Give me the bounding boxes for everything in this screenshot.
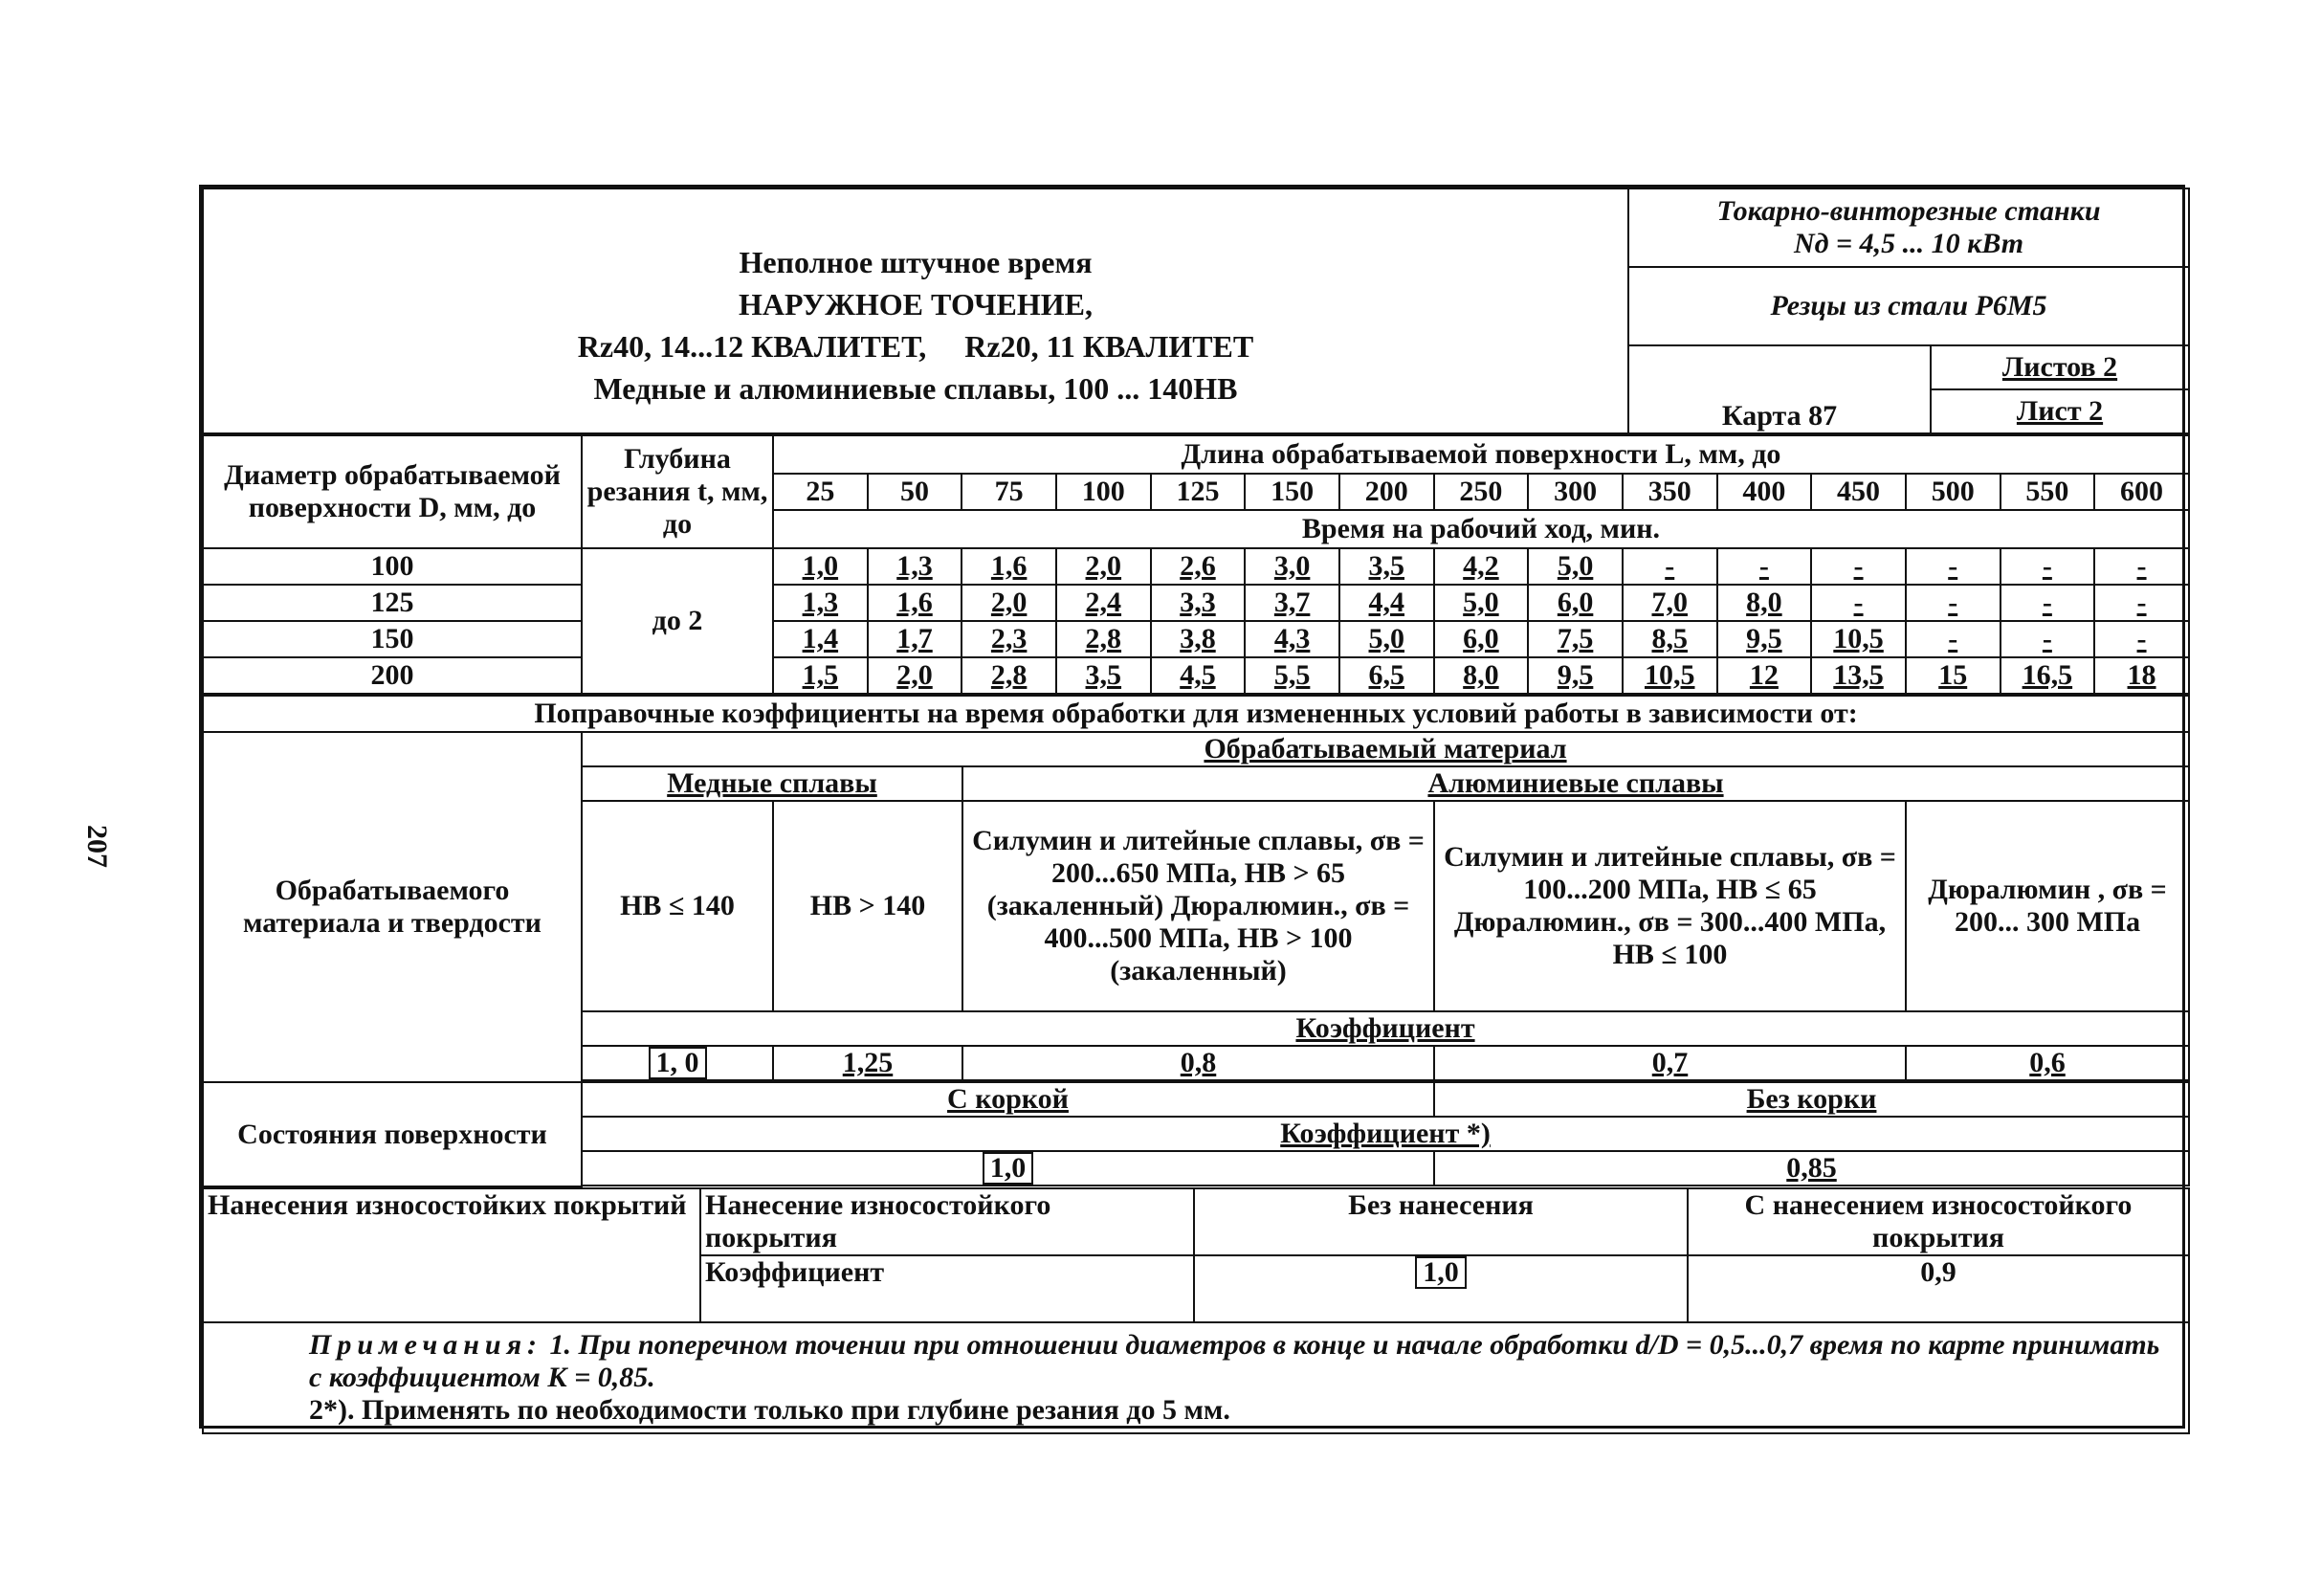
time-cell: 15: [1906, 657, 2001, 694]
title-line2: НАРУЖНОЕ ТОЧЕНИЕ,: [739, 287, 1093, 321]
card-number: Карта 87: [1628, 345, 1931, 433]
time-cell: -: [1906, 585, 2001, 621]
aluminum-header: Алюминиевые сплавы: [962, 766, 2189, 801]
material-duralumin: Дюралюмин , σв = 200... 300 МПа: [1906, 801, 2189, 1011]
diameter-header: Диаметр обрабатываемой поверхности D, мм, до: [203, 435, 582, 548]
note-1-text: 1. При поперечном точении при отношении диаметров в конце и начале обработки d/D = 0,5...0,7 время по карте принимать с коэффициентом К = 0,85.: [309, 1329, 2160, 1393]
coating-header: Нанесение износостойкого покрытия: [700, 1188, 1194, 1255]
length-col-9: 350: [1623, 474, 1717, 510]
table-row: [203, 621, 2189, 657]
time-cell: -: [2001, 548, 2095, 585]
material-silumin-hardened: Силумин и литейные сплавы, σв = 200...650 МПа, НВ > 65 (закаленный) Дюралюмин., σв = 400...500 МПа, НВ > 100 (закаленный): [962, 801, 1434, 1011]
time-cell: 1,7: [868, 621, 962, 657]
notes-label: Примечания:: [309, 1329, 543, 1361]
time-cell: 1,0: [773, 548, 868, 585]
time-cell: 4,4: [1339, 585, 1434, 621]
time-cell: 4,2: [1434, 548, 1529, 585]
time-cell: 8,5: [1623, 621, 1717, 657]
material-label: Обрабатываемого материала и твердости: [203, 732, 582, 1082]
length-col-0: 25: [773, 474, 868, 510]
surface-coef-1: [582, 1151, 1434, 1186]
machine-line1: Токарно-винторезные станки: [1716, 195, 2101, 227]
sheet-info: [1931, 345, 2189, 433]
time-cell: 5,0: [1528, 548, 1623, 585]
machine-type: [1628, 188, 2189, 267]
time-cell: -: [1811, 548, 1906, 585]
length-col-4: 125: [1151, 474, 1246, 510]
length-col-11: 450: [1811, 474, 1906, 510]
length-col-13: 550: [2001, 474, 2095, 510]
material-coef-2: 1,25: [773, 1046, 962, 1080]
time-cell: 2,0: [1056, 548, 1151, 585]
time-cell: 8,0: [1434, 657, 1529, 694]
time-cell: 10,5: [1623, 657, 1717, 694]
time-cell: 9,5: [1528, 657, 1623, 694]
material-header: Обрабатываемый материал: [582, 732, 2189, 766]
time-cell: 1,3: [868, 548, 962, 585]
corrections-table: [202, 695, 2190, 1187]
corrections-title: Поправочные коэффициенты на время обработки для измененных условий работы в зависимости от:: [203, 696, 2189, 732]
material-coef-4: 0,7: [1434, 1046, 1906, 1080]
time-table: [202, 434, 2190, 695]
time-cell: 3,5: [1339, 548, 1434, 585]
time-cell: 18: [2094, 657, 2189, 694]
time-cell: 6,0: [1528, 585, 1623, 621]
time-cell: -: [2094, 621, 2189, 657]
surface-coef-label: Коэффициент *): [582, 1117, 2189, 1151]
diameter-value: 125: [203, 585, 582, 621]
length-col-2: 75: [962, 474, 1056, 510]
time-cell: 2,6: [1151, 548, 1246, 585]
time-cell: 8,0: [1717, 585, 1812, 621]
surface-coef-value: 1,0: [983, 1152, 1034, 1185]
material-silumin-soft: Силумин и литейные сплавы, σв = 100...200 МПа, НВ ≤ 65 Дюралюмин., σв = 300...400 МПа, НВ ≤ 100: [1434, 801, 1906, 1011]
material-coef-label: Коэффициент: [582, 1011, 2189, 1046]
copper-header: Медные сплавы: [582, 766, 962, 801]
coating-coef-2: 0,9: [1688, 1255, 2189, 1322]
length-col-3: 100: [1056, 474, 1151, 510]
time-cell: -: [1623, 548, 1717, 585]
time-cell: -: [1717, 548, 1812, 585]
time-cell: 13,5: [1811, 657, 1906, 694]
coating-none: Без нанесения: [1194, 1188, 1688, 1255]
card-header: [202, 188, 2190, 434]
material-hb-gt-140: НВ > 140: [773, 801, 962, 1011]
time-cell: -: [1811, 585, 1906, 621]
title-line3: Rz40, 14...12 КВАЛИТЕТ, Rz20, 11 КВАЛИТЕТ: [577, 329, 1254, 364]
time-cell: 9,5: [1717, 621, 1812, 657]
time-cell: -: [1906, 548, 2001, 585]
surface-without-crust: Без корки: [1434, 1082, 2189, 1117]
time-cell: 2,8: [962, 657, 1056, 694]
length-col-6: 200: [1339, 474, 1434, 510]
length-col-8: 300: [1528, 474, 1623, 510]
time-cell: 5,5: [1245, 657, 1339, 694]
time-cell: 16,5: [2001, 657, 2095, 694]
surface-label: Состояния поверхности: [203, 1082, 582, 1186]
length-col-10: 400: [1717, 474, 1812, 510]
coating-coef-label: Коэффициент: [700, 1255, 1194, 1322]
time-cell: 7,5: [1528, 621, 1623, 657]
time-cell: 1,3: [773, 585, 868, 621]
page-number: 207: [81, 825, 113, 868]
surface-with-crust: С коркой: [582, 1082, 1434, 1117]
time-cell: 2,8: [1056, 621, 1151, 657]
title-line1: Неполное штучное время: [739, 245, 1093, 279]
table-row: [203, 657, 2189, 694]
time-cell: 2,4: [1056, 585, 1151, 621]
time-cell: 2,0: [868, 657, 962, 694]
material-coef-3: 0,8: [962, 1046, 1434, 1080]
coating-coef-value: 1,0: [1415, 1256, 1467, 1289]
length-col-5: 150: [1245, 474, 1339, 510]
material-hb-le-140: НВ ≤ 140: [582, 801, 773, 1011]
time-cell: 1,6: [962, 548, 1056, 585]
time-cell: 1,4: [773, 621, 868, 657]
length-col-7: 250: [1434, 474, 1529, 510]
notes: [203, 1322, 2189, 1433]
time-cell: 3,5: [1056, 657, 1151, 694]
material-coef-1: [582, 1046, 773, 1080]
time-cell: 5,0: [1339, 621, 1434, 657]
depth-value: до 2: [582, 548, 773, 694]
time-cell: 3,7: [1245, 585, 1339, 621]
material-coef-value: 1, 0: [649, 1047, 707, 1079]
sheet-number: Лист 2: [2016, 395, 2104, 427]
time-cell: -: [1906, 621, 2001, 657]
time-cell: 1,5: [773, 657, 868, 694]
time-cell: 2,3: [962, 621, 1056, 657]
time-cell: 4,5: [1151, 657, 1246, 694]
time-cell: 10,5: [1811, 621, 1906, 657]
length-col-12: 500: [1906, 474, 2001, 510]
table-row: [203, 548, 2189, 585]
length-col-14: 600: [2094, 474, 2189, 510]
coating-applied: С нанесением износостойкого покрытия: [1688, 1188, 2189, 1255]
time-cell: 12: [1717, 657, 1812, 694]
tool-type: Резцы из стали Р6М5: [1628, 267, 2189, 345]
time-cell: 6,0: [1434, 621, 1529, 657]
time-cell: -: [2094, 548, 2189, 585]
coating-coef-1: [1194, 1255, 1688, 1322]
time-cell: 2,0: [962, 585, 1056, 621]
note-1: [309, 1329, 2178, 1394]
time-cell: -: [2001, 621, 2095, 657]
machine-power: Nд = 4,5 ... 10 кВт: [1793, 228, 2024, 259]
coating-label: Нанесения износостойких покрытий: [203, 1188, 700, 1322]
surface-coef-2: 0,85: [1434, 1151, 2189, 1186]
process-card: [199, 185, 2185, 1429]
title-line4: Медные и алюминиевые сплавы, 100 ... 140НВ: [593, 371, 1238, 406]
time-cell: 1,6: [868, 585, 962, 621]
note-2: 2*). Применять по необходимости только при глубине резания до 5 мм.: [309, 1394, 1230, 1426]
material-coef-5: 0,6: [1906, 1046, 2189, 1080]
diameter-value: 100: [203, 548, 582, 585]
table-row: [203, 585, 2189, 621]
depth-header: Глубина резания t, мм, до: [582, 435, 773, 548]
time-cell: -: [2094, 585, 2189, 621]
length-header: Длина обрабатываемой поверхности L, мм, до: [773, 435, 2189, 474]
time-cell: 3,0: [1245, 548, 1339, 585]
coating-table: [202, 1187, 2190, 1434]
time-cell: -: [2001, 585, 2095, 621]
diameter-value: 200: [203, 657, 582, 694]
time-cell: 3,3: [1151, 585, 1246, 621]
time-cell: 4,3: [1245, 621, 1339, 657]
time-cell: 6,5: [1339, 657, 1434, 694]
diameter-value: 150: [203, 621, 582, 657]
time-cell: 5,0: [1434, 585, 1529, 621]
time-cell: 3,8: [1151, 621, 1246, 657]
time-header: Время на рабочий ход, мин.: [773, 510, 2189, 548]
sheets-count: Листов 2: [1932, 346, 2188, 390]
time-cell: 7,0: [1623, 585, 1717, 621]
card-title: [203, 188, 1628, 433]
length-col-1: 50: [868, 474, 962, 510]
